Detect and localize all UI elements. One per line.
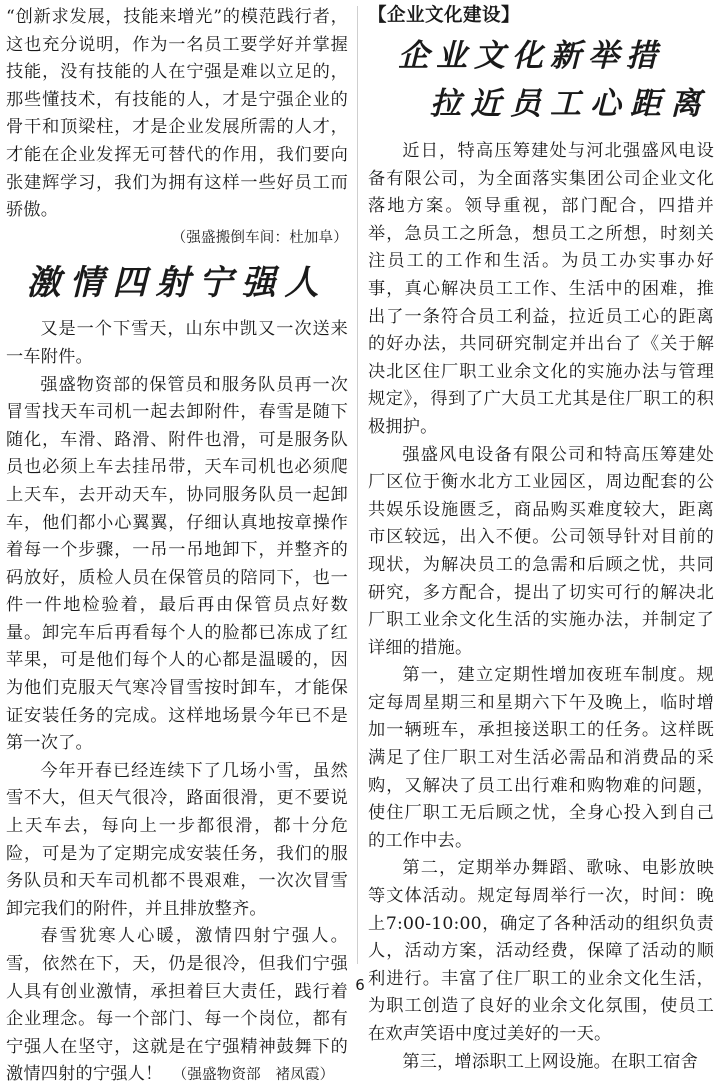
left-paragraph-4 — [6, 923, 348, 1090]
article-headline-right-line-2: 拉近员工心距离 — [430, 86, 710, 122]
article-headline-left: 激情四射宁强人 — [26, 263, 328, 304]
column-divider — [357, 6, 358, 964]
intro-source: （强盛搬倒车间：杜加阜） — [171, 229, 348, 246]
right-paragraph-2: 强盛风电设备有限公司和特高压筹建处厂区位于衡水北方工业园区，周边配套的公共娱乐设施匮乏，商品购买难度较大，距离市区较远，出入不便。公司领导针对目前的现状，为解决员工的急需和后顾之忧，共同研究，多方配合，提出了切实可行的解决北厂职工业余文化生活的实施办法，并制定了详细的措施。 — [368, 444, 714, 658]
left-paragraph-4-text: 春雪犹寒人心暖，激情四射宁强人。雪，依然在下，天，仍是很冷，但我们宁强人具有创业激情，承担着巨大责任，践行着企业理念。每一个部门、每一个岗位，都有宁强人在坚守，这就是在宁强精神鼓舞下的激情四射的宁强人！ — [6, 926, 348, 1085]
left-paragraph-1: 又是一个下雪天，山东中凯又一次送来一车附件。 — [6, 319, 348, 367]
right-paragraph-4: 第二，定期举办舞蹈、歌咏、电影放映等文体活动。规定每周举行一次，时间：晚上7:00-10:00，确定了各种活动的组织负责人，活动方案，活动经费，保障了活动的顺利进行。丰富了住厂职工的业余文化生活，为职工创造了良好的业余文化氛围，使员工在欢声笑语中度过美好的一天。 — [368, 858, 714, 1044]
right-paragraph-5: 第三，增添职工上网设施。在职工宿舍 — [402, 1051, 698, 1072]
intro-paragraph: “创新求发展，技能来增光”的模范践行者，这也充分说明，作为一名员工要学好并掌握技能，没有技能的人在宁强是难以立足的，那些懂技术，有技能的人，才是宁强企业的骨干和顶梁柱，才是企业发展所需的人才，才能在企业发挥无可替代的作用，我们要向张建辉学习，我们为拥有这样一些好员工而骄傲。 — [6, 7, 348, 221]
left-paragraph-3: 今年开春已经连续下了几场小雪，虽然雪不大，但天气很冷，路面很滑，更不要说上天车去，每向上一步都很滑，都十分危险，可是为了定期完成安装任务，我们的服务队员和天车司机都不畏艰难，一次次冒雪卸完我们的附件，并且排放整齐。 — [6, 760, 348, 919]
left-column — [6, 4, 348, 1090]
article-headline-right-line-1: 企业文化新举措 — [398, 38, 664, 74]
closing-source: （强盛物资部 褚凤霞） — [179, 1067, 335, 1084]
right-column — [368, 4, 714, 1076]
right-paragraph-1: 近日，特高压筹建处与河北强盛风电设备有限公司，为全面落实集团公司企业文化落地方案。领导重视，部门配合，四措并举，急员工之所急，想员工之所想，时刻关注员工的工作和生活。为员工办实事办好事，真心解决员工工作、生活中的困难，推出了一条符合员工利益，拉近员工心的距离的好办法，共同研究制定并出台了《关于解决北区住厂职工业余文化的实施办法与管理规定》，得到了广大员工尤其是住厂职工的积极拥护。 — [368, 141, 714, 437]
left-paragraph-2: 强盛物资部的保管员和服务队员再一次冒雪找天车司机一起去卸附件，春雪是随下随化，车滑、路滑、附件也滑，可是服务队员也必须上车去挂吊带，天车司机也必须爬上天车，去开动天车，协同服务队员一起卸车，他们都小心翼翼，仔细认真地按章操作着每一个步骤，一吊一吊地卸下，并整齐的码放好，质检人员在保管员的陪同下，也一件一件地检验着，最后再由保管员点好数量。卸完车后再看每个人的脸都已冻成了红苹果，可是他们每个人的心都是温暖的，因为他们克服天气寒冷冒雪按时卸车，才能保证安装任务的完成。这样地场景今年已不是第一次了。 — [6, 374, 348, 754]
section-tag: 【企业文化建设】 — [368, 5, 521, 26]
right-paragraph-3: 第一，建立定期性增加夜班车制度。规定每周星期三和星期六下午及晚上，临时增加一辆班车，承担接送职工的任务。这样既满足了住厂职工对生活必需品和消费品的采购，又解决了员工出行难和购物难的问题，使住厂职工无后顾之忧，全身心投入到自己的工作中去。 — [368, 665, 714, 851]
page-number: 6 — [355, 976, 365, 994]
